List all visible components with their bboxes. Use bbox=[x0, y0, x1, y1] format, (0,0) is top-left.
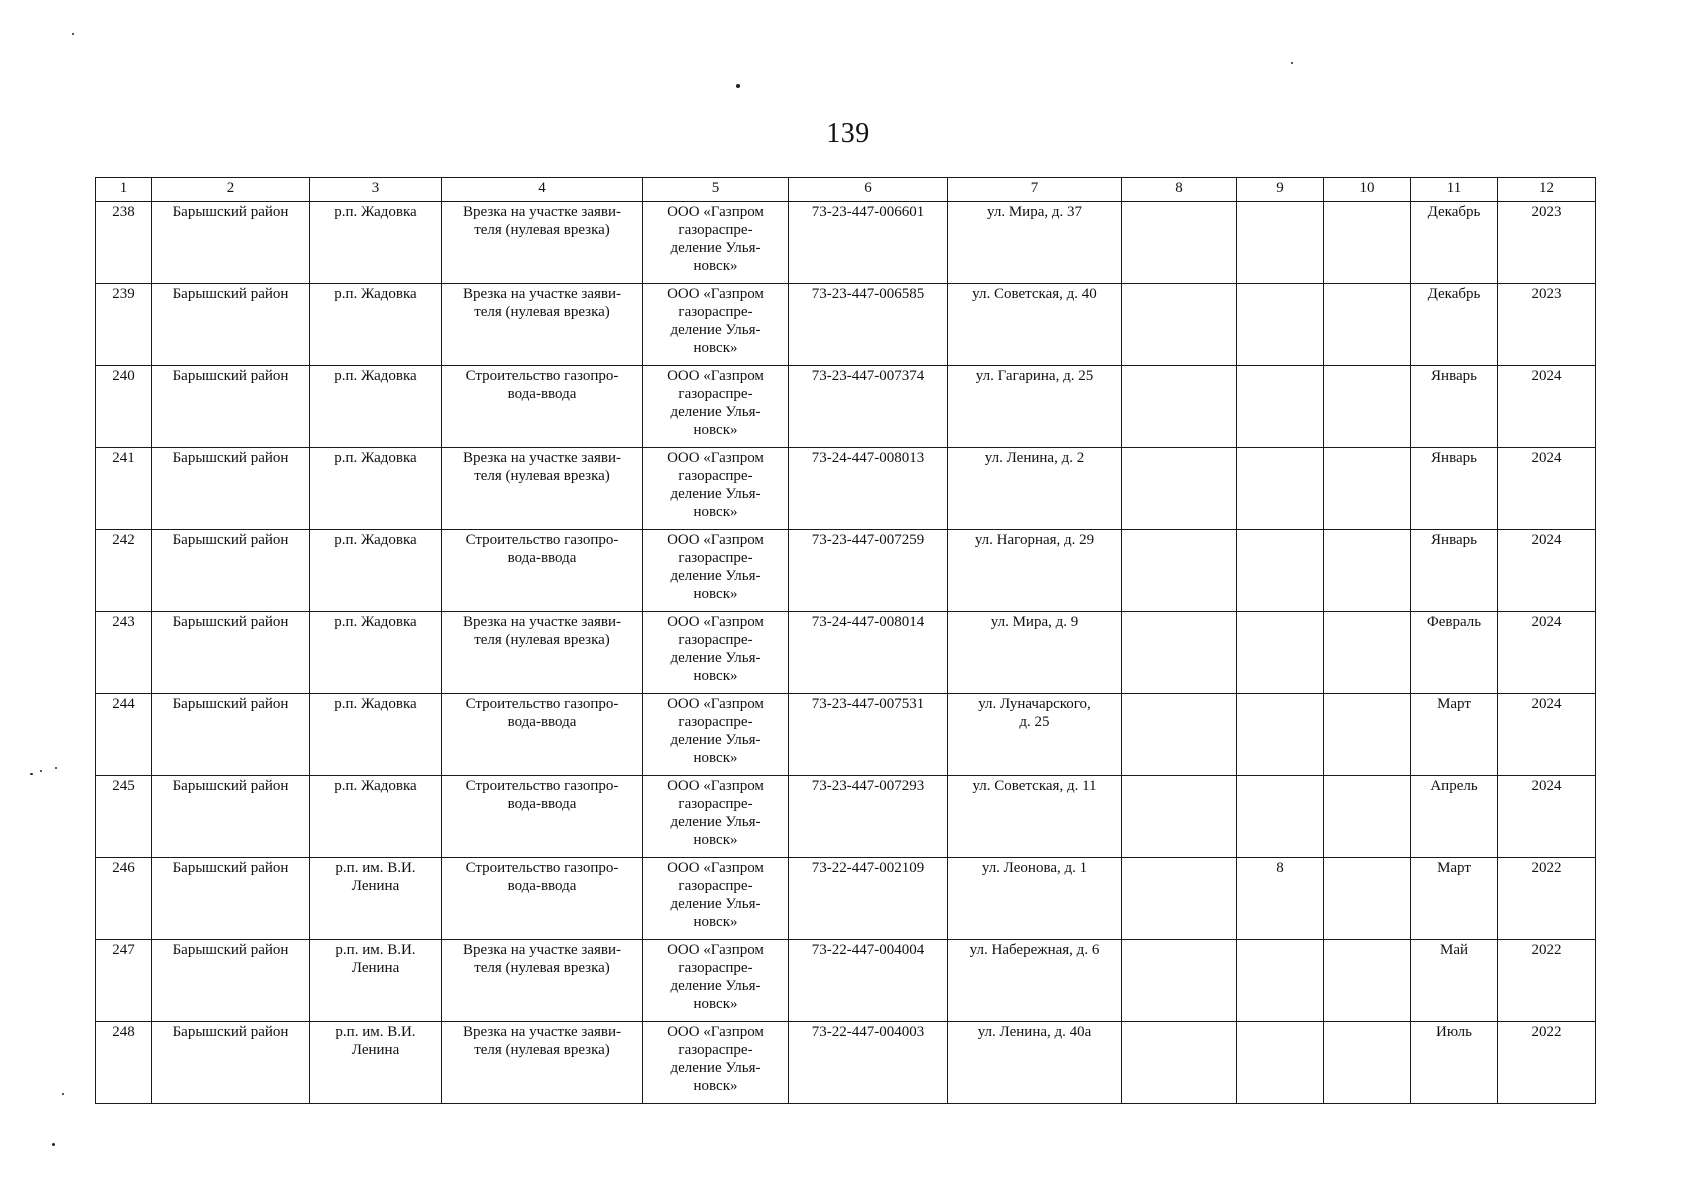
organization-cell: ООО «Газпром газораспре- деление Улья- новск» bbox=[643, 1022, 789, 1104]
year-cell: 2023 bbox=[1498, 202, 1596, 284]
row-number-cell: 239 bbox=[96, 284, 152, 366]
organization-cell: ООО «Газпром газораспре- деление Улья- новск» bbox=[643, 366, 789, 448]
column-number-header: 9 bbox=[1237, 178, 1324, 202]
work-type-cell: Строительство газопро- вода-ввода bbox=[442, 530, 643, 612]
col10-cell bbox=[1324, 940, 1411, 1022]
scan-speck bbox=[30, 773, 33, 775]
row-number-cell: 241 bbox=[96, 448, 152, 530]
registry-code-cell: 73-23-447-007531 bbox=[789, 694, 948, 776]
month-cell: Апрель bbox=[1411, 776, 1498, 858]
month-cell: Январь bbox=[1411, 366, 1498, 448]
registry-code-cell: 73-24-447-008013 bbox=[789, 448, 948, 530]
locality-cell: р.п. Жадовка bbox=[310, 284, 442, 366]
col8-cell bbox=[1122, 612, 1237, 694]
scan-speck bbox=[736, 84, 740, 88]
column-number-header: 4 bbox=[442, 178, 643, 202]
locality-cell: р.п. им. В.И. Ленина bbox=[310, 1022, 442, 1104]
registry-code-cell: 73-22-447-002109 bbox=[789, 858, 948, 940]
work-type-cell: Врезка на участке заяви- теля (нулевая врезка) bbox=[442, 448, 643, 530]
organization-cell: ООО «Газпром газораспре- деление Улья- новск» bbox=[643, 202, 789, 284]
registry-code-cell: 73-23-447-006601 bbox=[789, 202, 948, 284]
month-cell: Январь bbox=[1411, 448, 1498, 530]
district-cell: Барышский район bbox=[152, 694, 310, 776]
month-cell: Декабрь bbox=[1411, 202, 1498, 284]
row-number-cell: 243 bbox=[96, 612, 152, 694]
col8-cell bbox=[1122, 858, 1237, 940]
address-cell: ул. Набережная, д. 6 bbox=[948, 940, 1122, 1022]
scan-speck bbox=[72, 33, 74, 35]
col8-cell bbox=[1122, 366, 1237, 448]
work-type-cell: Строительство газопро- вода-ввода bbox=[442, 366, 643, 448]
table-row bbox=[96, 284, 1596, 366]
organization-cell: ООО «Газпром газораспре- деление Улья- новск» bbox=[643, 694, 789, 776]
col8-cell bbox=[1122, 776, 1237, 858]
table-row bbox=[96, 366, 1596, 448]
year-cell: 2024 bbox=[1498, 366, 1596, 448]
registry-code-cell: 73-22-447-004004 bbox=[789, 940, 948, 1022]
address-cell: ул. Луначарского, д. 25 bbox=[948, 694, 1122, 776]
organization-cell: ООО «Газпром газораспре- деление Улья- новск» bbox=[643, 776, 789, 858]
year-cell: 2024 bbox=[1498, 530, 1596, 612]
table-row bbox=[96, 1022, 1596, 1104]
locality-cell: р.п. им. В.И. Ленина bbox=[310, 858, 442, 940]
col10-cell bbox=[1324, 694, 1411, 776]
month-cell: Март bbox=[1411, 694, 1498, 776]
col8-cell bbox=[1122, 694, 1237, 776]
col9-cell bbox=[1237, 1022, 1324, 1104]
organization-cell: ООО «Газпром газораспре- деление Улья- новск» bbox=[643, 612, 789, 694]
year-cell: 2024 bbox=[1498, 776, 1596, 858]
district-cell: Барышский район bbox=[152, 858, 310, 940]
column-number-header: 3 bbox=[310, 178, 442, 202]
address-cell: ул. Гагарина, д. 25 bbox=[948, 366, 1122, 448]
col9-cell: 8 bbox=[1237, 858, 1324, 940]
col8-cell bbox=[1122, 448, 1237, 530]
row-number-cell: 238 bbox=[96, 202, 152, 284]
year-cell: 2022 bbox=[1498, 858, 1596, 940]
column-number-header: 2 bbox=[152, 178, 310, 202]
registry-code-cell: 73-23-447-006585 bbox=[789, 284, 948, 366]
register-table bbox=[95, 177, 1596, 1104]
locality-cell: р.п. Жадовка bbox=[310, 448, 442, 530]
col8-cell bbox=[1122, 940, 1237, 1022]
column-number-header: 11 bbox=[1411, 178, 1498, 202]
col8-cell bbox=[1122, 530, 1237, 612]
organization-cell: ООО «Газпром газораспре- деление Улья- новск» bbox=[643, 448, 789, 530]
work-type-cell: Строительство газопро- вода-ввода bbox=[442, 858, 643, 940]
registry-code-cell: 73-23-447-007374 bbox=[789, 366, 948, 448]
column-number-header: 6 bbox=[789, 178, 948, 202]
column-number-header: 10 bbox=[1324, 178, 1411, 202]
column-number-header: 5 bbox=[643, 178, 789, 202]
col10-cell bbox=[1324, 284, 1411, 366]
column-number-header: 8 bbox=[1122, 178, 1237, 202]
district-cell: Барышский район bbox=[152, 530, 310, 612]
column-number-header: 7 bbox=[948, 178, 1122, 202]
locality-cell: р.п. им. В.И. Ленина bbox=[310, 940, 442, 1022]
month-cell: Март bbox=[1411, 858, 1498, 940]
row-number-cell: 247 bbox=[96, 940, 152, 1022]
column-number-header: 1 bbox=[96, 178, 152, 202]
col9-cell bbox=[1237, 940, 1324, 1022]
row-number-cell: 244 bbox=[96, 694, 152, 776]
col9-cell bbox=[1237, 694, 1324, 776]
col10-cell bbox=[1324, 448, 1411, 530]
table-row bbox=[96, 858, 1596, 940]
row-number-cell: 248 bbox=[96, 1022, 152, 1104]
address-cell: ул. Мира, д. 37 bbox=[948, 202, 1122, 284]
table-row bbox=[96, 448, 1596, 530]
address-cell: ул. Советская, д. 11 bbox=[948, 776, 1122, 858]
table-row bbox=[96, 776, 1596, 858]
col9-cell bbox=[1237, 202, 1324, 284]
col9-cell bbox=[1237, 612, 1324, 694]
district-cell: Барышский район bbox=[152, 448, 310, 530]
scan-speck bbox=[40, 770, 42, 772]
col8-cell bbox=[1122, 202, 1237, 284]
district-cell: Барышский район bbox=[152, 1022, 310, 1104]
row-number-cell: 245 bbox=[96, 776, 152, 858]
address-cell: ул. Советская, д. 40 bbox=[948, 284, 1122, 366]
col10-cell bbox=[1324, 776, 1411, 858]
address-cell: ул. Ленина, д. 40а bbox=[948, 1022, 1122, 1104]
table-row bbox=[96, 612, 1596, 694]
address-cell: ул. Леонова, д. 1 bbox=[948, 858, 1122, 940]
table-row bbox=[96, 202, 1596, 284]
address-cell: ул. Мира, д. 9 bbox=[948, 612, 1122, 694]
col10-cell bbox=[1324, 366, 1411, 448]
month-cell: Декабрь bbox=[1411, 284, 1498, 366]
year-cell: 2024 bbox=[1498, 448, 1596, 530]
col9-cell bbox=[1237, 530, 1324, 612]
work-type-cell: Строительство газопро- вода-ввода bbox=[442, 776, 643, 858]
month-cell: Февраль bbox=[1411, 612, 1498, 694]
scan-speck bbox=[62, 1093, 64, 1095]
column-number-header: 12 bbox=[1498, 178, 1596, 202]
district-cell: Барышский район bbox=[152, 940, 310, 1022]
column-number-row bbox=[96, 178, 1596, 202]
district-cell: Барышский район bbox=[152, 612, 310, 694]
table-row bbox=[96, 694, 1596, 776]
col9-cell bbox=[1237, 284, 1324, 366]
year-cell: 2023 bbox=[1498, 284, 1596, 366]
organization-cell: ООО «Газпром газораспре- деление Улья- новск» bbox=[643, 284, 789, 366]
work-type-cell: Врезка на участке заяви- теля (нулевая врезка) bbox=[442, 1022, 643, 1104]
district-cell: Барышский район bbox=[152, 776, 310, 858]
work-type-cell: Врезка на участке заяви- теля (нулевая врезка) bbox=[442, 940, 643, 1022]
col10-cell bbox=[1324, 858, 1411, 940]
scan-speck bbox=[52, 1143, 55, 1146]
registry-code-cell: 73-23-447-007259 bbox=[789, 530, 948, 612]
work-type-cell: Строительство газопро- вода-ввода bbox=[442, 694, 643, 776]
col9-cell bbox=[1237, 776, 1324, 858]
month-cell: Январь bbox=[1411, 530, 1498, 612]
registry-code-cell: 73-23-447-007293 bbox=[789, 776, 948, 858]
col8-cell bbox=[1122, 1022, 1237, 1104]
locality-cell: р.п. Жадовка bbox=[310, 202, 442, 284]
col8-cell bbox=[1122, 284, 1237, 366]
registry-code-cell: 73-22-447-004003 bbox=[789, 1022, 948, 1104]
organization-cell: ООО «Газпром газораспре- деление Улья- новск» bbox=[643, 530, 789, 612]
address-cell: ул. Ленина, д. 2 bbox=[948, 448, 1122, 530]
col10-cell bbox=[1324, 612, 1411, 694]
work-type-cell: Врезка на участке заяви- теля (нулевая врезка) bbox=[442, 284, 643, 366]
work-type-cell: Врезка на участке заяви- теля (нулевая врезка) bbox=[442, 612, 643, 694]
scan-speck bbox=[55, 767, 57, 769]
month-cell: Май bbox=[1411, 940, 1498, 1022]
year-cell: 2024 bbox=[1498, 694, 1596, 776]
year-cell: 2022 bbox=[1498, 940, 1596, 1022]
district-cell: Барышский район bbox=[152, 366, 310, 448]
scan-speck bbox=[1291, 62, 1293, 64]
district-cell: Барышский район bbox=[152, 284, 310, 366]
registry-code-cell: 73-24-447-008014 bbox=[789, 612, 948, 694]
row-number-cell: 240 bbox=[96, 366, 152, 448]
locality-cell: р.п. Жадовка bbox=[310, 776, 442, 858]
row-number-cell: 242 bbox=[96, 530, 152, 612]
locality-cell: р.п. Жадовка bbox=[310, 694, 442, 776]
table-row bbox=[96, 530, 1596, 612]
page-number: 139 bbox=[826, 118, 870, 149]
organization-cell: ООО «Газпром газораспре- деление Улья- новск» bbox=[643, 940, 789, 1022]
work-type-cell: Врезка на участке заяви- теля (нулевая врезка) bbox=[442, 202, 643, 284]
locality-cell: р.п. Жадовка bbox=[310, 366, 442, 448]
locality-cell: р.п. Жадовка bbox=[310, 612, 442, 694]
table-row bbox=[96, 940, 1596, 1022]
address-cell: ул. Нагорная, д. 29 bbox=[948, 530, 1122, 612]
col10-cell bbox=[1324, 530, 1411, 612]
year-cell: 2024 bbox=[1498, 612, 1596, 694]
table-body bbox=[96, 202, 1596, 1104]
district-cell: Барышский район bbox=[152, 202, 310, 284]
year-cell: 2022 bbox=[1498, 1022, 1596, 1104]
col10-cell bbox=[1324, 202, 1411, 284]
row-number-cell: 246 bbox=[96, 858, 152, 940]
col9-cell bbox=[1237, 448, 1324, 530]
organization-cell: ООО «Газпром газораспре- деление Улья- новск» bbox=[643, 858, 789, 940]
col9-cell bbox=[1237, 366, 1324, 448]
month-cell: Июль bbox=[1411, 1022, 1498, 1104]
col10-cell bbox=[1324, 1022, 1411, 1104]
locality-cell: р.п. Жадовка bbox=[310, 530, 442, 612]
